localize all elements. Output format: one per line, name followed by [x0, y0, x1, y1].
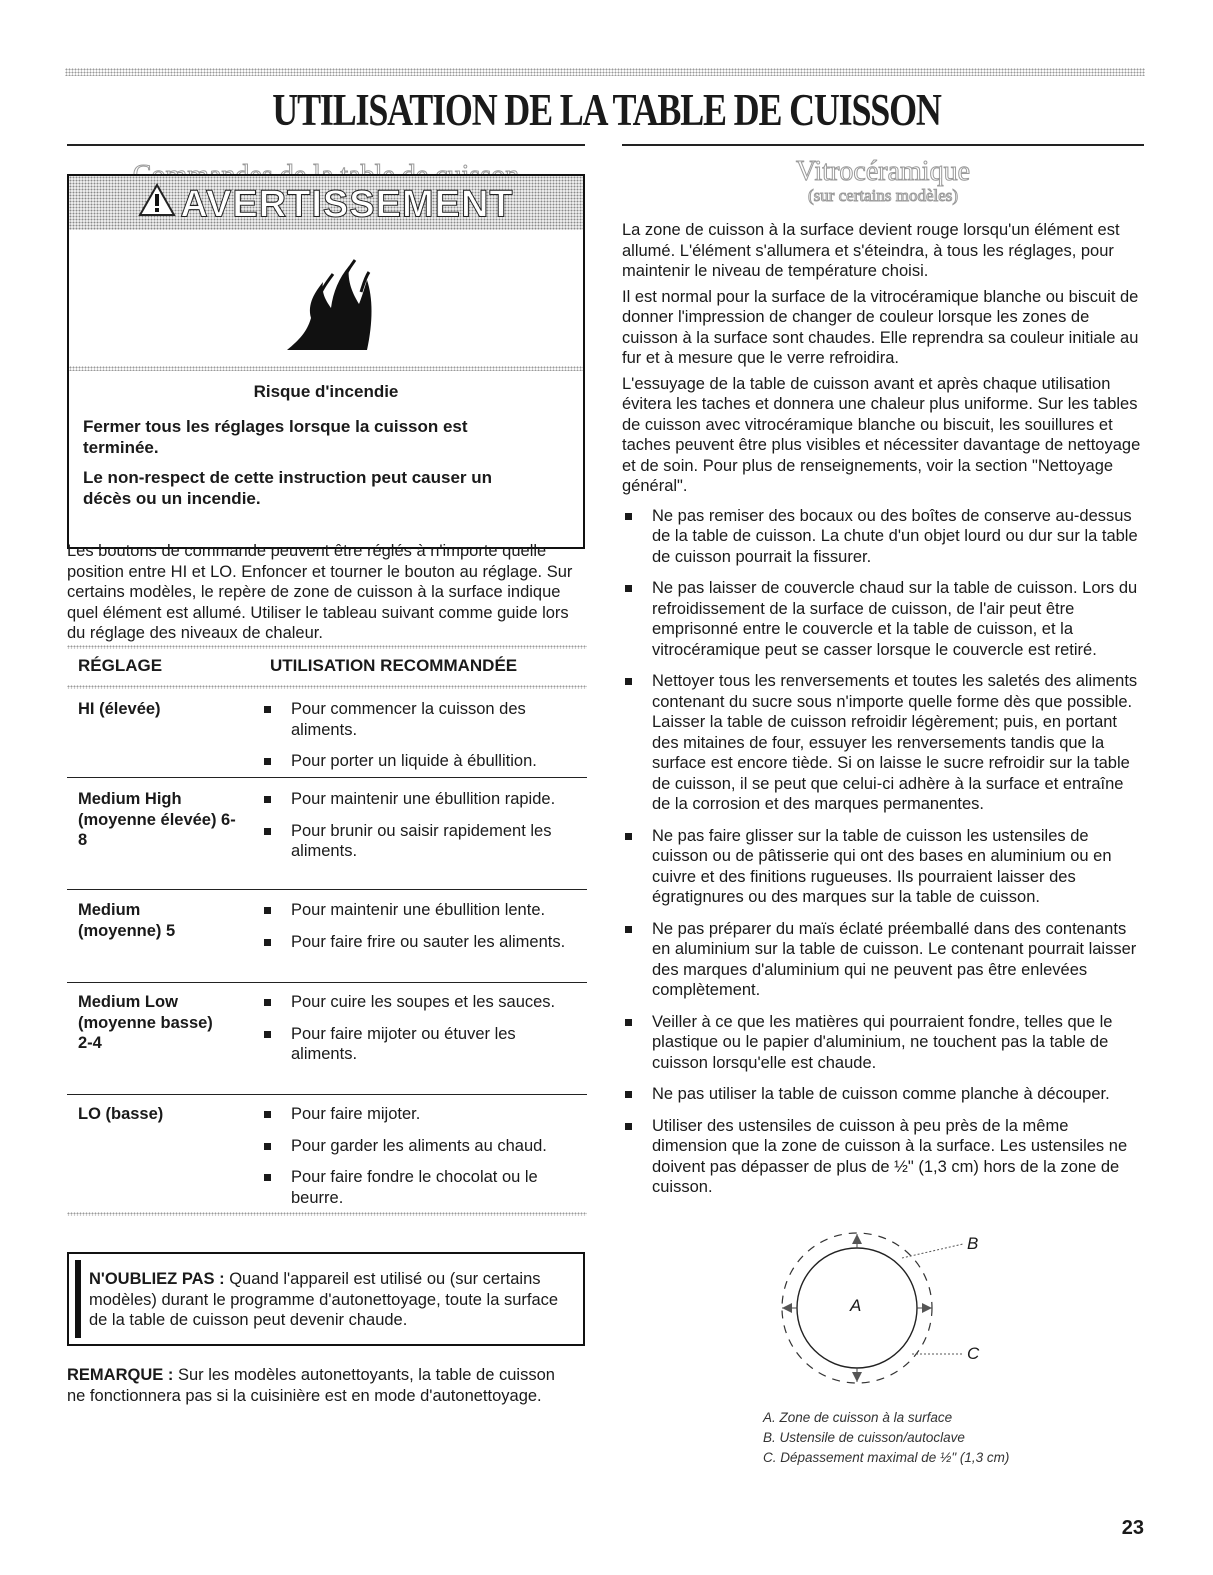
page-number: 23	[1121, 1517, 1144, 1539]
warning-header	[69, 176, 583, 230]
table-bottom-rule	[67, 1212, 587, 1216]
use-item: Pour faire mijoter.	[261, 1104, 586, 1125]
warning-line-2: Le non-respect de cette instruction peut causer un décès ou un incendie.	[83, 468, 493, 508]
row-divider	[67, 777, 587, 778]
page-title: UTILISATION DE LA TABLE DE CUISSON	[272, 85, 941, 135]
right-section-title: Vitrocéramique	[795, 156, 970, 187]
list-item: Veiller à ce que les matières qui pourraient fondre, telles que le plastique ou le papier d'aluminium, ne touchent pas la table de cuisson lorsqu'elle est chaude.	[622, 1012, 1144, 1074]
row-divider	[67, 982, 587, 983]
use-item: Pour faire mijoter ou étuver les aliments.	[261, 1024, 586, 1065]
list-item: Nettoyer tous les renversements et toutes les saletés des aliments contenant du sucre sous n'importe quelle forme dès que possible. Laisser la table de cuisson refroidir légèrement; puis, en portant des mitaines de four, essuyer les renversements tandis que la surface est encore tiède. Si on laisse le sucre refroidir sur la table de cuisson, il se peut que celui-ci adhère à la surface et entraîne de la corrosion et des marques permanentes.	[622, 671, 1144, 815]
row-divider	[67, 1094, 587, 1095]
paragraph: L'essuyage de la table de cuisson avant et après chaque utilisation évitera les taches et donnera une chaleur plus uniforme. Sur les tables de cuisson avec vitrocéramique blanche ou biscuit, les souillures et taches peuvent être plus visibles et nécessiter davantage de nettoyage et de soin. Pour plus de renseignements, voir la section "Nettoyage général".	[622, 374, 1141, 495]
diagram-label-b: B	[967, 1234, 979, 1253]
setting-medium-high: Medium High (moyenne élevée) 6-8	[78, 790, 236, 849]
reminder-text: N'OUBLIEZ PAS : Quand l'appareil est utilisé ou (sur certains modèles) durant le programme d'autonettoyage, toute la surface de la table de cuisson peut devenir chaude.	[89, 1270, 559, 1329]
top-dotted-rule	[65, 68, 1145, 76]
use-item: Pour maintenir une ébullition rapide.	[261, 789, 586, 810]
cookware-diagram	[760, 1222, 1020, 1402]
setting-hi: HI (élevée)	[78, 700, 161, 718]
use-item: Pour brunir ou saisir rapidement les aliments.	[261, 821, 586, 862]
reminder-bar	[75, 1260, 81, 1338]
intro-paragraph: Les boutons de commande peuvent être réglés à n'importe quelle position entre HI et LO. Enfoncer et tourner le bouton au réglage. Sur certains modèles, le repère de zone de cuisson à la surface indique quel élément est allumé. Utiliser le tableau suivant comme guide lors du réglage des niveaux de chaleur.	[67, 542, 573, 642]
table-header-setting: RÉGLAGE	[78, 656, 163, 675]
paragraph: La zone de cuisson à la surface devient rouge lorsqu'un élément est allumé. L'élément s'allumera et s'éteindra, à tous les réglages, pour maintenir le niveau de température choisi.	[622, 221, 1120, 280]
diagram-captions	[763, 1408, 1103, 1468]
caption-b: B. Ustensile de cuisson/autoclave	[763, 1430, 965, 1445]
left-title-rule	[67, 144, 585, 146]
diagram-label-c: C	[967, 1344, 980, 1363]
use-item: Pour garder les aliments au chaud.	[261, 1136, 586, 1157]
setting-lo: LO (basse)	[78, 1105, 164, 1123]
setting-medium-low: Medium Low (moyenne basse) 2-4	[78, 993, 213, 1052]
warning-line-1: Fermer tous les réglages lorsque la cuisson est terminée.	[83, 417, 468, 457]
list-item: Utiliser des ustensiles de cuisson à peu près de la même dimension que la zone de cuisson à la surface. Les ustensiles ne doivent pas dépasser de plus de ½" (1,3 cm) hors de la zone de cuisson.	[622, 1116, 1144, 1198]
right-section-subtitle: (sur certains modèles)	[807, 186, 959, 205]
use-item: Pour faire fondre le chocolat ou le beurre.	[261, 1167, 586, 1208]
table-header-use: UTILISATION RECOMMANDÉE	[270, 656, 518, 675]
use-item: Pour cuire les soupes et les sauces.	[261, 992, 586, 1013]
list-item: Ne pas remiser des bocaux ou des boîtes de conserve au-dessus de la table de cuisson. La chute d'un objet lourd ou dur sur la table de cuisson pourrait la fissurer.	[622, 506, 1144, 568]
use-item: Pour commencer la cuisson des aliments.	[261, 699, 586, 740]
list-item: Ne pas utiliser la table de cuisson comme planche à découper.	[622, 1084, 1144, 1105]
setting-medium: Medium (moyenne) 5	[78, 901, 176, 940]
table-top-rule	[67, 645, 587, 649]
warning-box	[67, 174, 585, 549]
caption-a: A. Zone de cuisson à la surface	[763, 1410, 953, 1425]
warning-title: AVERTISSEMENT	[69, 182, 583, 227]
fire-icon	[277, 246, 377, 356]
use-item: Pour maintenir une ébullition lente.	[261, 900, 586, 921]
use-item: Pour porter un liquide à ébullition.	[261, 751, 586, 772]
remark-paragraph: REMARQUE : Sur les modèles autonettoyants, la table de cuisson ne fonctionnera pas si la cuisinière est en mode d'autonettoyage.	[67, 1366, 555, 1405]
row-divider	[67, 889, 587, 890]
reminder-box	[67, 1252, 585, 1346]
paragraph: Il est normal pour la surface de la vitrocéramique blanche ou biscuit de donner l'impression de changer de couleur lorsque les zones de cuisson à la surface sont chaudes. Elle reprendra sa couleur initiale au fur et à mesure que le verre refroidira.	[622, 287, 1139, 367]
use-item: Pour faire frire ou sauter les aliments.	[261, 932, 586, 953]
right-title-rule	[622, 144, 1144, 146]
list-item: Ne pas laisser de couvercle chaud sur la table de cuisson. Lors du refroidissement de la surface de cuisson, de l'air peut être emprisonné entre le couvercle et la table de cuisson, et la vitrocéramique peut se casser lorsque le couvercle est retiré.	[622, 578, 1144, 660]
warning-divider	[69, 366, 583, 371]
warning-triangle-icon	[138, 183, 176, 227]
list-item: Ne pas préparer du maïs éclaté préemballé dans des contenants en aluminium sur la table de cuisson. Le contenant pourrait laisser des marques d'aluminium qui ne peuvent pas être enlevées complètement.	[622, 919, 1144, 1001]
caption-c: C. Dépassement maximal de ½" (1,3 cm)	[763, 1450, 1010, 1465]
warning-hazard: Risque d'incendie	[253, 382, 399, 401]
diagram-label-a: A	[850, 1296, 862, 1315]
table-header-rule	[67, 685, 587, 689]
list-item: Ne pas faire glisser sur la table de cuisson les ustensiles de cuisson ou de pâtisserie qui ont des bases en aluminium ou en cuivre et des finitions rugueuses. Ils pourraient laisser des égratignures ou des marques sur la table de cuisson.	[622, 826, 1144, 908]
right-body	[622, 220, 1144, 1209]
